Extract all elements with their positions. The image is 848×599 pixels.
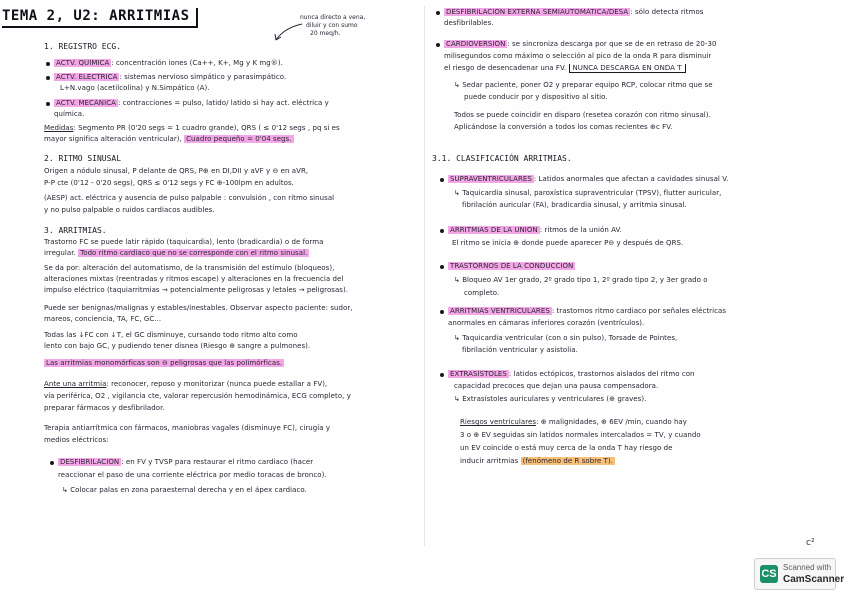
column-divider bbox=[424, 6, 425, 546]
supraventriculares-line-3: fibrilación auricular (FA), bradicardia sinusal, y arritmia sinusal. bbox=[462, 201, 687, 209]
ritmo-sinusal-line-2: P-P cte (0'12 - 0'20 segs), QRS ≤ 0'12 segs y FC ⊕-100lpm en adultos. bbox=[44, 179, 294, 187]
badge-line-2: CamScanner bbox=[783, 574, 845, 585]
ritmo-sinusal-line-1: Origen a nódulo sinusal, P delante de QRS, P⊕ en DI,DII y aVF y ⊖ en aVR, bbox=[44, 167, 309, 175]
page-title: TEMA 2, U2: ARRITMIAS bbox=[2, 8, 198, 28]
bullet-icon bbox=[440, 310, 444, 314]
annotation-line-3: 20 meq/h. bbox=[310, 30, 341, 37]
ante-arritmia-line-1: Ante una arritmia: reconocer, reposo y monitorizar (nunca puede estallar a FV), bbox=[44, 380, 328, 388]
cardioversion-line-6: Todos se puede coincidir en disparo (resetea corazón con ritmo sinusal). bbox=[454, 111, 711, 119]
riesgos-line-3: un EV coincide o está muy cerca de la onda T hay riesgo de bbox=[460, 444, 673, 452]
section-clasificacion-arritmias: 3.1. CLASIFICACIÓN ARRITMIAS. bbox=[432, 154, 572, 163]
nunca-descarga-box: NUNCA DESCARGA EN ONDA T bbox=[569, 64, 686, 73]
bullet-icon bbox=[440, 265, 444, 269]
camscanner-logo-icon: CS bbox=[760, 565, 778, 583]
bullet-actv-mecanica: ACTV. MECÁNICA : contracciones = pulso, latido/ latido si hay act. eléctrica y bbox=[56, 99, 329, 107]
camscanner-badge bbox=[754, 558, 845, 590]
cardioversion-line-4: ↳ Sedar paciente, poner O2 y preparar equipo RCP, colocar ritmo que se bbox=[454, 81, 713, 89]
arritmias-union-line-2: El ritmo se inicia ⊕ donde puede aparecer P⊖ y después de QRS. bbox=[452, 239, 684, 247]
bullet-icon bbox=[50, 461, 54, 465]
trastornos-conduccion-line-1: TRASTORNOS DE LA CONDUCCIÓN bbox=[450, 262, 574, 270]
bullet-actv-electrica-line2: L+N.vago (acetilcolina) y N.Simpático (A). bbox=[60, 84, 210, 92]
section-arritmias: 3. ARRITMIAS. bbox=[44, 226, 107, 235]
ante-arritmia-line-3: preparar fármacos y desfibrilador. bbox=[44, 404, 165, 412]
desa-line-2: desfibrilables. bbox=[444, 19, 494, 27]
bullet-icon bbox=[440, 229, 444, 233]
riesgos-line-1: Riesgos ventriculares: ⊕ malignidades, ⊕ 6EV /min, cuando hay bbox=[460, 418, 687, 426]
arritmias-line-2: irregular. Todo ritmo cardiaco que no se corresponde con el ritmo sinusal. bbox=[44, 249, 308, 257]
arritmias-line-8: Todas las ↓FC con ↓T, el GC disminuye, cursando todo ritmo alto como bbox=[44, 331, 298, 339]
bullet-icon bbox=[436, 43, 440, 47]
bullet-actv-electrica: ACTV. ELÉCTRICA : sistemas nervioso simpático y parasimpático. bbox=[56, 73, 287, 81]
ritmo-sinusal-line-4: y no pulso palpable o ruidos cardiacos audibles. bbox=[44, 206, 215, 214]
cardioversion-line-5: puede conducir por y dispositivo al sitio. bbox=[464, 93, 608, 101]
arritmias-line-10: Las arritmias monomórficas son ⊖ peligrosas que las polimórficas. bbox=[46, 359, 283, 367]
desfibrilacion-line-3: ↳ Colocar palas en zona paraesternal derecha y en el ápex cardiaco. bbox=[62, 486, 307, 494]
riesgos-line-4: inducir arritmias (fenómeno de R sobre T). bbox=[460, 457, 614, 465]
arritmias-ventriculares-line-1: ARRITMIAS VENTRICULARES : trastornos ritmo cardiaco por señales eléctricas bbox=[450, 307, 727, 315]
cardioversion-line-3: el riesgo de desencadenar una FV. NUNCA DESCARGA EN ONDA T bbox=[444, 64, 686, 73]
cardioversion-line-1: CARDIOVERSIÓN : se sincroniza descarga por que se de en retraso de 20-30 bbox=[446, 40, 717, 48]
bullet-icon bbox=[46, 102, 50, 106]
medidas-text: Medidas: Segmento PR (0'20 segs = 1 cuadro grande), QRS ( ≤ 0'12 segs , pq si es bbox=[44, 124, 340, 132]
arritmias-ventriculares-line-4: fibrilación ventricular y asistolia. bbox=[462, 346, 578, 354]
medidas-line2: mayor significa alteración ventricular), Cuadro pequeño = 0'04 segs. bbox=[44, 135, 292, 143]
bullet-icon bbox=[440, 178, 444, 182]
supraventriculares-line-1: SUPRAVENTRICULARES : Latidos anormales que afectan a cavidades sinusal V. bbox=[450, 175, 729, 183]
annotation-line-1: nunca directo a vena, bbox=[300, 14, 366, 21]
corner-mark: c² bbox=[806, 538, 815, 548]
ritmo-sinusal-line-3: (AESP) act. eléctrica y ausencia de pulso palpable : convulsión , con ritmo sinusal bbox=[44, 194, 335, 202]
ante-arritmia-line-2: vía periférica, O2 , vigilancia cte, valorar repercusión hemodinámica, ECG completo, y bbox=[44, 392, 351, 400]
bullet-icon bbox=[46, 62, 50, 66]
annotation-line-2: diluir y con sumo bbox=[306, 22, 358, 29]
arritmias-line-5: impulso eléctrico (taquiarritmias → potencialmente peligrosas y letales → peligrosas). bbox=[44, 286, 349, 294]
riesgos-line-2: 3 o ⊕ EV seguidas sin latidos normales intercalados = TV, y cuando bbox=[460, 431, 701, 439]
arritmias-ventriculares-line-3: ↳ Taquicardia ventricular (con o sin pulso), Torsade de Pointes, bbox=[454, 334, 678, 342]
extrasistoles-line-3: ↳ Extrasístoles auriculares y ventriculares (⊕ graves). bbox=[454, 395, 647, 403]
arritmias-ventriculares-line-2: anormales en cámaras inferiores corazón (ventrículos). bbox=[448, 319, 645, 327]
arritmias-line-4: alteraciones mixtas (reentradas y ritmos escape) y alteraciones en la frecuencia del bbox=[44, 275, 344, 283]
cardioversion-line-2: milisegundos como máximo o selección al pico de la onda R para disminuir bbox=[444, 52, 712, 60]
bullet-icon bbox=[440, 373, 444, 377]
supraventriculares-line-2: ↳ Taquicardia sinusal, paroxística supraventricular (TPSV), flutter auricular, bbox=[454, 189, 722, 197]
terapia-line-2: medios eléctricos: bbox=[44, 436, 109, 444]
desfibrilacion-line-1: DESFIBRILACIÓN : en FV y TVSP para restaurar el ritmo cardiaco (hacer bbox=[60, 458, 314, 466]
arritmias-line-7: mareos, conciencia, TA, FC, GC... bbox=[44, 315, 162, 323]
extrasistoles-line-2: capacidad precoces que dejan una pausa compensadora. bbox=[454, 382, 659, 390]
arritmias-line-1: Trastorno FC se puede latir rápido (taquicardia), lento (bradicardia) o de forma bbox=[44, 238, 324, 246]
arritmias-line-9: lento con bajo GC, y pudiendo tener disnea (Riesgo ⊕ sangre a pulmones). bbox=[44, 342, 311, 350]
section-registro-ecg: 1. REGISTRO ECG. bbox=[44, 42, 122, 51]
terapia-line-1: Terapia antiarrítmica con fármacos, maniobras vagales (disminuye FC), cirugía y bbox=[44, 424, 331, 432]
arritmias-line-3: Se da por: alteración del automatismo, de la transmisión del estímulo (bloqueos), bbox=[44, 264, 335, 272]
arritmias-union-line-1: ARRITMIAS DE LA UNIÓN : ritmos de la unión AV. bbox=[450, 226, 622, 234]
bullet-icon bbox=[46, 76, 50, 80]
badge-line-1: Scanned with bbox=[783, 563, 832, 572]
trastornos-conduccion-line-3: completo. bbox=[464, 289, 500, 297]
extrasistoles-line-1: EXTRASÍSTOLES : latidos ectópicos, trastornos aislados del ritmo con bbox=[450, 370, 695, 378]
annotation-arrow-icon bbox=[270, 22, 304, 44]
desfibrilacion-line-2: reaccionar el paso de una corriente eléctrica por medio toracas de bronco). bbox=[58, 471, 327, 479]
arritmias-line-6: Puede ser benignas/malignas y estables/inestables. Observar aspecto paciente: sudor, bbox=[44, 304, 353, 312]
section-ritmo-sinusal: 2. RITMO SINUSAL bbox=[44, 154, 122, 163]
trastornos-conduccion-line-2: ↳ Bloqueo AV 1er grado, 2º grado tipo 1, 2º grado tipo 2, y 3er grado o bbox=[454, 276, 708, 284]
cardioversion-line-7: Aplicándose la conversión a todos los comas recientes ⊕c FV. bbox=[454, 123, 673, 131]
bullet-icon bbox=[436, 11, 440, 15]
bullet-actv-quimica: ACTV. QUÍMICA : concentración iones (Ca++, K+, Mg y K mg®). bbox=[56, 59, 283, 67]
desa-line-1: DESFIBRILACIÓN EXTERNA SEMIAUTOMÁTICA/DESA : sólo detecta ritmos bbox=[446, 8, 704, 16]
bullet-actv-mecanica-line2: química. bbox=[54, 110, 85, 118]
